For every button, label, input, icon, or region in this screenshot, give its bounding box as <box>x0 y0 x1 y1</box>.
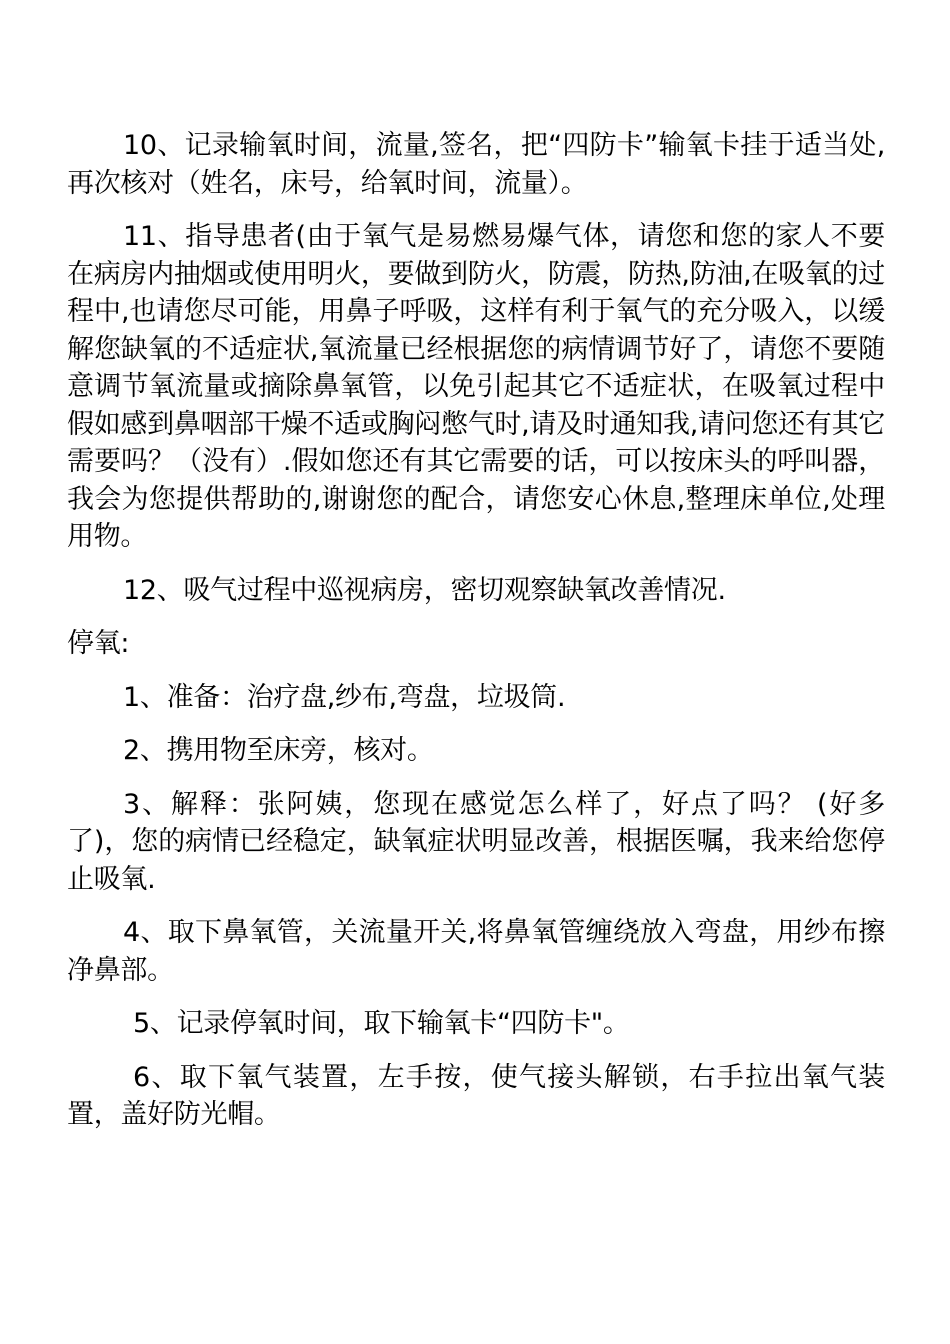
paragraph-stop-step-5: 5、记录停氧时间，取下输氧卡“四防卡"。 <box>133 1008 630 1039</box>
paragraph-step-11: 11、指导患者(由于氧气是易燃易爆气体，请您和您的家人不要在病房内抽烟或使用明火，要做到防火，防震，防热,防油,在吸氧的过程中,也请您尽可能，用鼻子呼吸，这样有利于氧气的充分吸入，以缓解您缺氧的不适症状,氧流量已经根据您的病情调节好了，请您不要随意调节氧流量或摘除鼻氧管，以免引起其它不适症状，在吸氧过程中假如感到鼻咽部干燥不适或胸闷憋气时,请及时通知我,请问您还有其它需要吗？（没有）.假如您还有其它需要的话，可以按床头的呼叫器，我会为您提供帮助的,谢谢您的配合，请您安心休息,整理床单位,处理用物。 <box>67 221 885 552</box>
paragraph-stop-step-2: 2、携用物至床旁，核对。 <box>123 735 434 766</box>
document-page <box>67 127 885 1150</box>
paragraph-stop-step-1: 1、准备：治疗盘,纱布,弯盘，垃圾筒. <box>123 681 566 713</box>
paragraph-stop-step-3: 3、解释：张阿姨，您现在感觉怎么样了，好点了吗？ (好多了)，您的病情已经稳定，缺氧症状明显改善，根据医嘱，我来给您停止吸氧. <box>67 788 885 895</box>
paragraph-stop-step-4: 4、取下鼻氧管，关流量开关,将鼻氧管缠绕放入弯盘，用纱布擦净鼻部。 <box>67 917 885 986</box>
paragraph-step-12: 12、吸气过程中巡视病房，密切观察缺氧改善情况. <box>123 574 726 606</box>
section-heading-stop-oxygen: 停氧: <box>67 628 130 659</box>
paragraph-stop-step-6: 6、取下氧气装置，左手按，使气接头解锁，右手拉出氧气装置，盖好防光帽。 <box>67 1061 885 1130</box>
paragraph-step-10: 10、记录输氧时间，流量,签名，把“四防卡”输氧卡挂于适当处,再次核对（姓名，床号，给氧时间，流量）。 <box>67 130 885 199</box>
